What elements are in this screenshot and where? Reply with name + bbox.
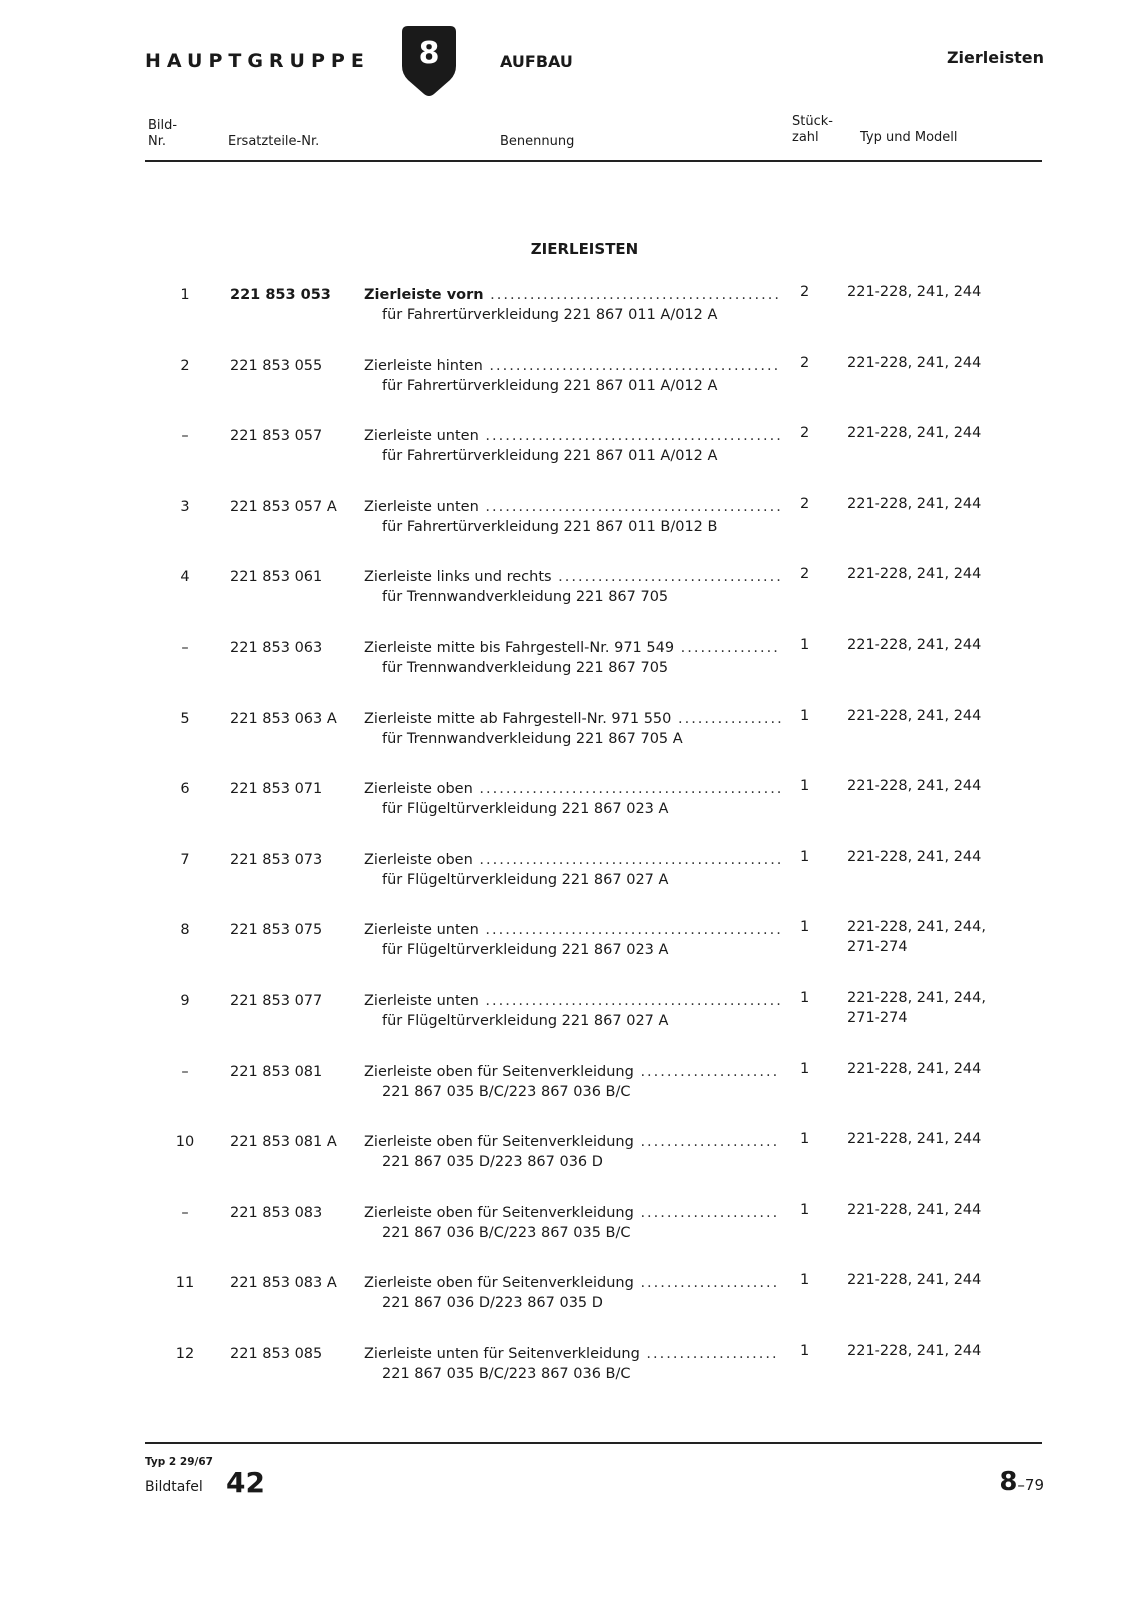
part-description-text: Zierleiste unten xyxy=(364,428,479,445)
part-description-detail: für Fahrertürverkleidung 221 867 011 A/012 A xyxy=(382,448,718,465)
table-row xyxy=(0,566,1139,626)
part-description-text: Zierleiste unten xyxy=(364,498,479,515)
part-description xyxy=(364,357,781,374)
part-description xyxy=(364,781,784,798)
type-model: 221-228, 241, 244 xyxy=(847,566,982,583)
type-model: 221-228, 241, 244 xyxy=(847,284,982,300)
type-model: 221-228, 241, 244 xyxy=(847,637,982,653)
section-title: ZIERLEISTEN xyxy=(530,240,639,258)
table-row xyxy=(0,1272,1139,1332)
leader-dots: ............................................. xyxy=(478,428,783,445)
part-description-text: Zierleiste links und rechts xyxy=(364,569,552,586)
part-description xyxy=(364,710,784,727)
bild-number: 4 xyxy=(180,569,190,586)
part-description-text: Zierleiste oben xyxy=(364,781,473,798)
part-description-detail: für Trennwandverkleidung 221 867 705 xyxy=(382,589,669,606)
part-description xyxy=(364,1063,780,1080)
column-header-bild-line1: Bild- xyxy=(148,118,178,133)
part-description xyxy=(364,287,781,303)
bild-number: 11 xyxy=(175,1275,195,1292)
leader-dots: ..................... xyxy=(633,1134,780,1151)
leader-dots: ............................................. xyxy=(478,993,783,1009)
part-description-detail: 221 867 035 B/C/223 867 036 B/C xyxy=(382,1083,631,1100)
bild-number: 7 xyxy=(180,851,190,868)
page-number-sub: –79 xyxy=(1017,1476,1044,1494)
leader-dots: ............................................. xyxy=(478,498,783,515)
part-number: 221 853 063 xyxy=(230,640,323,656)
quantity: 1 xyxy=(800,1060,810,1077)
type-model: 221-228, 241, 244 xyxy=(847,1131,982,1148)
table-row xyxy=(0,425,1139,485)
part-description-detail: 221 867 036 B/C/223 867 035 B/C xyxy=(382,1224,631,1241)
part-description-detail: für Trennwandverkleidung 221 867 705 xyxy=(382,660,669,676)
part-number: 221 853 061 xyxy=(230,569,323,586)
quantity: 2 xyxy=(800,495,810,512)
table-row xyxy=(0,919,1139,979)
part-number: 221 853 085 xyxy=(230,1346,323,1362)
bild-number: 10 xyxy=(175,1134,195,1151)
quantity: 1 xyxy=(800,1131,810,1148)
part-description-text: Zierleiste mitte bis Fahrgestell-Nr. 971 549 xyxy=(364,640,675,656)
column-header-bild-line2: Nr. xyxy=(148,134,167,149)
type-model: 221-228, 241, 244 xyxy=(847,1272,982,1289)
group-name: AUFBAU xyxy=(500,52,573,71)
bildtafel-number: 42 xyxy=(226,1466,265,1499)
type-model: 221-228, 241, 244 xyxy=(847,1343,982,1359)
type-model: 221-228, 241, 244, xyxy=(847,990,986,1006)
column-header-benennung: Benennung xyxy=(500,134,575,149)
quantity: 1 xyxy=(800,1201,810,1218)
part-description xyxy=(364,1204,780,1221)
part-number: 221 853 075 xyxy=(230,922,323,939)
part-number: 221 853 055 xyxy=(230,357,323,374)
part-description xyxy=(364,993,783,1009)
quantity: 1 xyxy=(800,707,810,724)
part-description xyxy=(364,1346,779,1362)
group-label: HAUPTGRUPPE xyxy=(145,50,370,72)
part-description xyxy=(364,640,780,656)
part-description-detail: 221 867 036 D/223 867 035 D xyxy=(382,1295,603,1312)
part-number: 221 853 073 xyxy=(230,851,323,868)
part-description-detail: für Fahrertürverkleidung 221 867 011 A/012 A xyxy=(382,377,718,394)
bild-number: 9 xyxy=(180,993,190,1009)
bild-number: 12 xyxy=(175,1346,195,1362)
part-description xyxy=(364,428,783,445)
table-row xyxy=(0,849,1139,909)
table-row xyxy=(0,990,1139,1050)
table-row xyxy=(0,637,1139,697)
part-description-text: Zierleiste oben für Seitenverkleidung xyxy=(364,1204,634,1221)
quantity: 1 xyxy=(800,778,810,795)
part-description-text: Zierleiste hinten xyxy=(364,357,483,374)
quantity: 1 xyxy=(800,637,810,653)
part-description xyxy=(364,498,783,515)
part-description-detail: für Flügeltürverkleidung 221 867 027 A xyxy=(382,1013,669,1029)
page-number xyxy=(999,1467,1044,1497)
part-description-text: Zierleiste oben für Seitenverkleidung xyxy=(364,1134,634,1151)
part-description-text: Zierleiste oben xyxy=(364,851,473,868)
bild-number: 2 xyxy=(180,357,190,374)
part-description-text: Zierleiste mitte ab Fahrgestell-Nr. 971 550 xyxy=(364,710,672,727)
leader-dots: ..................... xyxy=(633,1275,780,1292)
part-description xyxy=(364,851,784,868)
leader-dots: ............................................ xyxy=(482,357,781,374)
part-number: 221 853 053 xyxy=(230,287,331,303)
column-header-stueck-line1: Stück- xyxy=(792,114,833,129)
table-row xyxy=(0,355,1139,415)
part-number: 221 853 057 A xyxy=(230,498,337,515)
part-number: 221 853 083 xyxy=(230,1204,323,1221)
bildtafel-label: Bildtafel xyxy=(145,1479,203,1495)
table-row xyxy=(0,1131,1139,1191)
type-model: 221-228, 241, 244 xyxy=(847,848,982,865)
part-description xyxy=(364,1275,780,1292)
table-row xyxy=(0,284,1139,344)
page-number-main: 8 xyxy=(999,1467,1018,1497)
column-header-stueck-line2: zahl xyxy=(792,130,819,145)
part-description-detail: für Flügeltürverkleidung 221 867 023 A xyxy=(382,801,669,818)
leader-dots: .................... xyxy=(639,1346,779,1362)
part-description xyxy=(364,1134,780,1151)
part-description-detail: 221 867 035 B/C/223 867 036 B/C xyxy=(382,1366,631,1382)
footer-divider xyxy=(145,1442,1042,1444)
type-model: 221-228, 241, 244 xyxy=(847,778,982,795)
typ-label: Typ 2 29/67 xyxy=(145,1456,213,1468)
bild-number: – xyxy=(181,1063,189,1080)
bild-number: 8 xyxy=(180,922,190,939)
part-description-text: Zierleiste unten xyxy=(364,922,479,939)
leader-dots: .................................. xyxy=(551,569,783,586)
table-row xyxy=(0,708,1139,768)
quantity: 2 xyxy=(800,354,810,371)
part-description-text: Zierleiste vorn xyxy=(364,287,484,303)
type-model: 221-228, 241, 244 xyxy=(847,707,982,724)
part-description xyxy=(364,922,783,939)
table-row xyxy=(0,1202,1139,1262)
quantity: 2 xyxy=(800,566,810,583)
part-description-text: Zierleiste oben für Seitenverkleidung xyxy=(364,1063,634,1080)
leader-dots: .............................................. xyxy=(472,851,784,868)
bild-number: 1 xyxy=(180,287,190,303)
bild-number: – xyxy=(181,640,189,656)
part-description-text: Zierleiste unten für Seitenverkleidung xyxy=(364,1346,640,1362)
type-model: 221-228, 241, 244 xyxy=(847,1060,982,1077)
part-description-text: Zierleiste unten xyxy=(364,993,479,1009)
part-description xyxy=(364,569,783,586)
part-description-detail: 221 867 035 D/223 867 036 D xyxy=(382,1154,603,1171)
part-number: 221 853 071 xyxy=(230,781,323,798)
column-header-typ-modell: Typ und Modell xyxy=(860,130,958,145)
table-row xyxy=(0,496,1139,556)
part-number: 221 853 081 A xyxy=(230,1134,337,1151)
type-model: 221-228, 241, 244 xyxy=(847,495,982,512)
quantity: 1 xyxy=(800,1272,810,1289)
type-model-continued: 271-274 xyxy=(847,1010,908,1026)
part-number: 221 853 077 xyxy=(230,993,323,1009)
type-model-continued: 271-274 xyxy=(847,939,908,956)
type-model: 221-228, 241, 244 xyxy=(847,1201,982,1218)
type-model: 221-228, 241, 244, xyxy=(847,919,986,936)
part-description-text: Zierleiste oben für Seitenverkleidung xyxy=(364,1275,634,1292)
leader-dots: ............................................. xyxy=(478,922,783,939)
table-row xyxy=(0,778,1139,838)
leader-dots: ................ xyxy=(671,710,784,727)
quantity: 1 xyxy=(800,919,810,936)
part-number: 221 853 081 xyxy=(230,1063,323,1080)
leader-dots: ............................................ xyxy=(483,287,781,303)
quantity: 1 xyxy=(800,990,810,1006)
table-row xyxy=(0,1061,1139,1121)
type-model: 221-228, 241, 244 xyxy=(847,425,982,442)
quantity: 2 xyxy=(800,284,810,300)
group-number: 8 xyxy=(418,36,440,71)
quantity: 1 xyxy=(800,1343,810,1359)
column-header-ersatzteile-nr: Ersatzteile-Nr. xyxy=(228,134,320,149)
part-number: 221 853 083 A xyxy=(230,1275,337,1292)
type-model: 221-228, 241, 244 xyxy=(847,354,982,371)
part-description-detail: für Fahrertürverkleidung 221 867 011 B/012 B xyxy=(382,518,718,535)
part-description-detail: für Flügeltürverkleidung 221 867 027 A xyxy=(382,871,669,888)
part-description-detail: für Flügeltürverkleidung 221 867 023 A xyxy=(382,942,669,959)
leader-dots: ..................... xyxy=(633,1204,780,1221)
quantity: 2 xyxy=(800,425,810,442)
leader-dots: ............... xyxy=(674,640,780,656)
part-description-detail: für Trennwandverkleidung 221 867 705 A xyxy=(382,730,683,747)
bild-number: – xyxy=(181,1204,189,1221)
part-description-detail: für Fahrertürverkleidung 221 867 011 A/012 A xyxy=(382,307,718,323)
quantity: 1 xyxy=(800,848,810,865)
part-number: 221 853 063 A xyxy=(230,710,337,727)
bild-number: 5 xyxy=(180,710,190,727)
bild-number: 6 xyxy=(180,781,190,798)
leader-dots: .............................................. xyxy=(472,781,784,798)
table-row xyxy=(0,1343,1139,1403)
bild-number: 3 xyxy=(180,498,190,515)
bild-number: – xyxy=(181,428,189,445)
leader-dots: ..................... xyxy=(633,1063,780,1080)
part-number: 221 853 057 xyxy=(230,428,323,445)
section-name: Zierleisten xyxy=(946,48,1044,67)
